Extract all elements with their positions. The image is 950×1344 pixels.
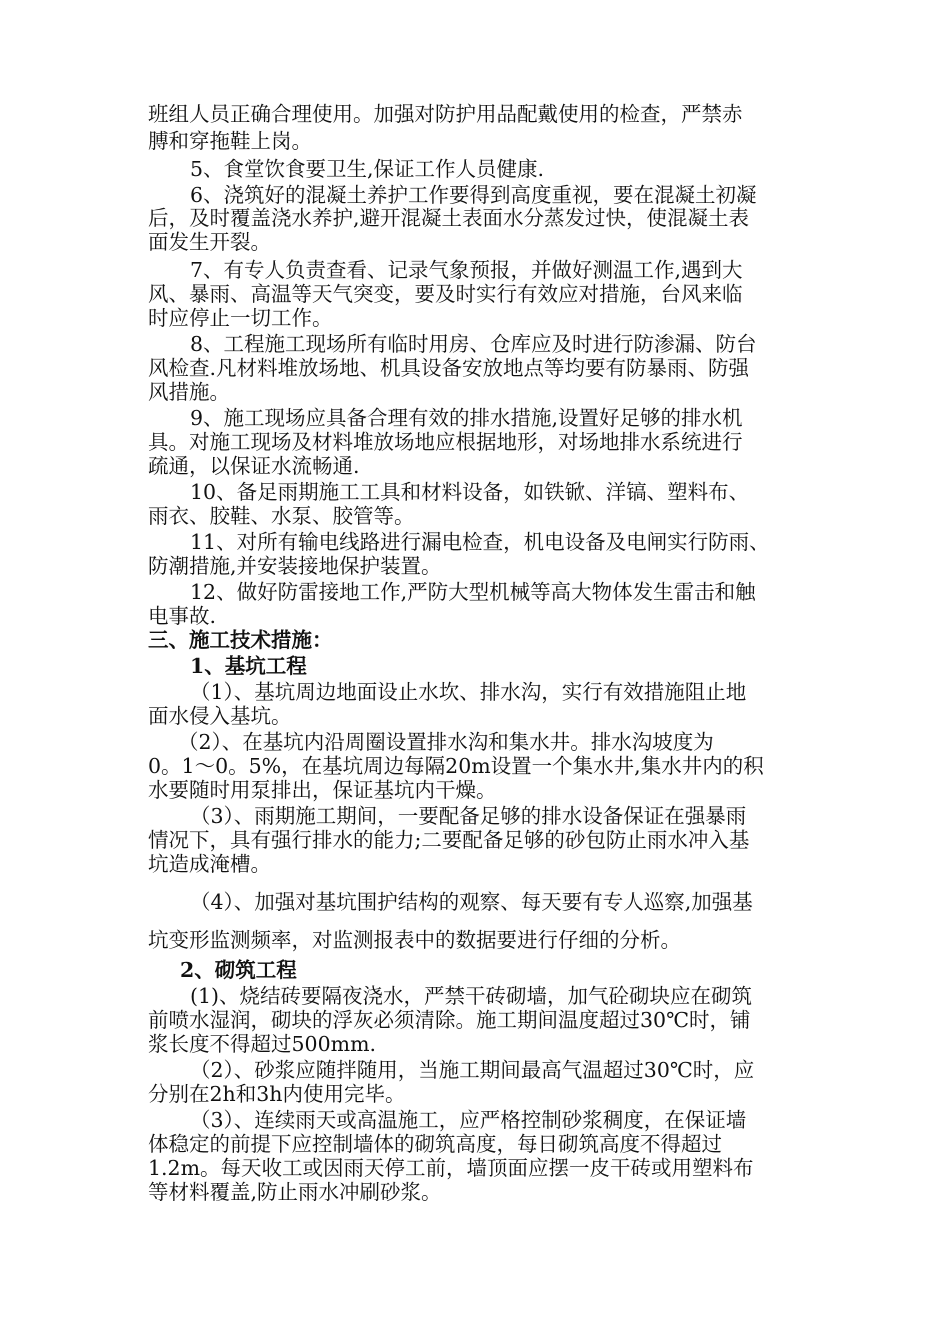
text-line: (1)、烧结砖要隔夜浇水，严禁干砖砌墙，加气砼砌块应在砌筑: [190, 984, 753, 1008]
text-line: 面水侵入基坑。: [148, 704, 292, 728]
text-line: （2）、砂浆应随拌随用，当施工期间最高气温超过30℃时，应: [190, 1058, 755, 1082]
text-line: 情况下，具有强行排水的能力;二要配备足够的砂包防止雨水冲入基: [148, 828, 750, 852]
text-line: （3）、连续雨天或高温施工，应严格控制砂浆稠度，在保证墙: [190, 1108, 747, 1132]
text-line: 风措施。: [148, 380, 230, 404]
text-line: 0。1～0。5%，在基坑周边每隔20m设置一个集水井,集水井内的积: [148, 754, 764, 778]
section-heading: 三、施工技术措施：: [148, 628, 333, 652]
text-line: 坑变形监测频率，对监测报表中的数据要进行仔细的分析。: [148, 928, 681, 952]
text-line: 具。对施工现场及材料堆放场地应根据地形，对场地排水系统进行: [148, 430, 743, 454]
text-line: 水要随时用泵排出，保证基坑内干燥。: [148, 778, 497, 802]
text-line: 班组人员正确合理使用。加强对防护用品配戴使用的检查，严禁赤: [148, 102, 743, 126]
text-line: 6、浇筑好的混凝土养护工作要得到高度重视，要在混凝土初凝: [190, 183, 757, 207]
text-line: 9、施工现场应具备合理有效的排水措施,设置好足够的排水机: [190, 406, 743, 430]
text-line: 电事故.: [148, 604, 217, 628]
text-line: 体稳定的前提下应控制墙体的砌筑高度，每日砌筑高度不得超过: [148, 1132, 722, 1156]
text-line: 7、有专人负责查看、记录气象预报，并做好测温工作,遇到大: [190, 258, 743, 282]
text-line: 风、暴雨、高温等天气突变，要及时实行有效应对措施，台风来临: [148, 282, 743, 306]
text-line: 10、备足雨期施工工具和材料设备，如铁锨、洋镐、塑料布、: [190, 480, 750, 504]
text-line: 坑造成淹槽。: [148, 852, 271, 876]
text-line: 1.2m。每天收工或因雨天停工前，墙顶面应摆一皮干砖或用塑料布: [148, 1156, 754, 1180]
text-line: 5、食堂饮食要卫生,保证工作人员健康.: [190, 157, 545, 181]
text-line: 浆长度不得超过500mm.: [148, 1032, 377, 1056]
text-line: （2）、在基坑内沿周圈设置排水沟和集水井。排水沟坡度为: [178, 730, 714, 754]
text-line: 后，及时覆盖浇水养护,避开混凝土表面水分蒸发过快，使混凝土表: [148, 206, 750, 230]
text-line: 风检查.凡材料堆放场地、机具设备安放地点等均要有防暴雨、防强: [148, 356, 750, 380]
text-line: 等材料覆盖,防止雨水冲刷砂浆。: [148, 1180, 442, 1204]
text-line: （4）、加强对基坑围护结构的观察、每天要有专人巡察,加强基: [190, 890, 753, 914]
text-line: 膊和穿拖鞋上岗。: [148, 129, 312, 153]
text-line: 8、工程施工现场所有临时用房、仓库应及时进行防渗漏、防台: [190, 332, 757, 356]
text-line: 雨衣、胶鞋、水泵、胶管等。: [148, 504, 415, 528]
text-line: 防潮措施,并安装接地保护装置。: [148, 554, 442, 578]
text-line: 11、对所有输电线路进行漏电检查，机电设备及电闸实行防雨、: [190, 530, 770, 554]
text-line: 12、做好防雷接地工作,严防大型机械等高大物体发生雷击和触: [190, 580, 756, 604]
text-line: 面发生开裂。: [148, 230, 271, 254]
text-line: 前喷水湿润，砌块的浮灰必须清除。施工期间温度超过30℃时，铺: [148, 1008, 751, 1032]
text-line: 时应停止一切工作。: [148, 306, 333, 330]
text-line: 分别在2h和3h内使用完毕。: [148, 1082, 406, 1106]
text-line: （3）、雨期施工期间，一要配备足够的排水设备保证在强暴雨: [190, 804, 747, 828]
subsection-heading: 2、砌筑工程: [180, 958, 297, 982]
subsection-heading: 1、基坑工程: [190, 654, 307, 678]
text-line: 疏通，以保证水流畅通.: [148, 454, 360, 478]
text-line: （1）、基坑周边地面设止水坎、排水沟，实行有效措施阻止地: [190, 680, 747, 704]
